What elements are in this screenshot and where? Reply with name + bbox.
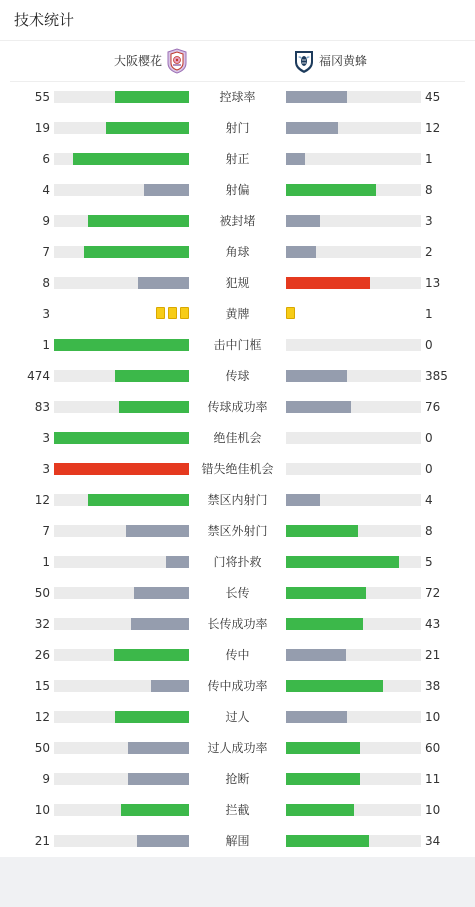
away-stat-value: 4 [425,493,433,507]
away-stat-value: 8 [425,183,433,197]
home-stat-value: 1 [42,338,50,352]
home-stat-value: 7 [42,524,50,538]
home-stat-bar-fill [134,587,189,599]
home-stat-bar-fill [128,742,189,754]
away-stat-value: 5 [425,555,433,569]
away-stat-bar [286,277,421,289]
away-stat-bar [286,494,421,506]
away-stat-bar-fill [286,525,358,537]
home-stat-value: 4 [42,183,50,197]
home-stat-bar [54,494,189,506]
away-stat-bar-fill [286,773,360,785]
home-stat-value: 3 [42,431,50,445]
home-stat-bar [54,153,189,165]
away-stat-bar-fill [286,153,305,165]
stat-label: 拦截 [225,803,250,817]
home-stat-bar-fill [128,773,189,785]
home-stat-value: 10 [34,803,50,817]
home-stat-value: 15 [34,679,50,693]
home-stat-bar [54,804,189,816]
home-stat-value: 474 [27,369,50,383]
home-stat-bar [54,618,189,630]
stat-label: 门将扑救 [213,555,262,569]
page-title: 技术统计 [14,11,75,29]
stat-label: 犯规 [225,276,250,290]
stat-label: 射门 [225,121,250,135]
away-stat-bar-fill [286,711,347,723]
away-stat-bar-fill [286,215,320,227]
away-stat-value: 1 [425,307,433,321]
home-stat-bar-fill [144,184,189,196]
away-stat-bar-fill [286,680,383,692]
home-stat-value: 32 [34,617,50,631]
away-stat-bar-fill [286,804,354,816]
home-stat-bar [54,91,189,103]
away-stat-value: 1 [425,152,433,166]
home-stat-value: 3 [42,462,50,476]
home-stat-bar-fill [137,835,189,847]
stat-row [0,639,475,670]
home-yellow-cards [156,307,189,320]
away-stat-bar [286,835,421,847]
stat-row [0,546,475,577]
away-stat-bar [286,711,421,723]
away-stat-bar [286,587,421,599]
home-stat-bar-fill [115,370,189,382]
home-stat-value: 12 [34,710,50,724]
home-stat-value: 7 [42,245,50,259]
stat-label: 黄牌 [225,307,250,321]
home-stat-bar [54,525,189,537]
away-stat-bar-fill [286,618,363,630]
home-stat-bar [54,184,189,196]
stat-row [0,298,475,329]
away-stat-bar-fill [286,277,370,289]
away-stat-bar-fill [286,401,351,413]
away-stat-bar [286,525,421,537]
home-stat-bar-fill [138,277,189,289]
home-stat-bar [54,277,189,289]
away-stat-value: 76 [425,400,441,414]
home-stat-bar [54,773,189,785]
home-team-name: 大阪樱花 [114,54,163,68]
home-stat-value: 12 [34,493,50,507]
home-stat-bar-fill [126,525,189,537]
yellow-card-icon [156,307,165,319]
home-stat-value: 50 [34,741,50,755]
away-stat-bar-fill [286,122,338,134]
home-stat-value: 55 [34,90,50,104]
away-stat-bar-fill [286,556,399,568]
away-stat-bar [286,649,421,661]
away-stat-bar [286,339,421,351]
stat-row [0,143,475,174]
away-stat-value: 385 [425,369,448,383]
stat-label: 禁区内射门 [207,493,268,507]
home-stat-bar-fill [84,246,189,258]
home-stat-value: 21 [34,834,50,848]
stat-label: 击中门框 [213,338,262,352]
home-stat-bar [54,215,189,227]
stat-row [0,360,475,391]
away-stat-value: 10 [425,710,441,724]
away-stat-bar [286,463,421,475]
yellow-card-icon [180,307,189,319]
yellow-card-icon [168,307,177,319]
away-stat-bar-fill [286,649,346,661]
stat-label: 抢断 [225,772,250,786]
home-stat-bar-fill [115,711,189,723]
away-stat-value: 13 [425,276,441,290]
away-stat-bar [286,215,421,227]
away-stat-value: 60 [425,741,441,755]
away-stat-value: 38 [425,679,441,693]
home-stat-value: 8 [42,276,50,290]
home-stat-bar [54,370,189,382]
home-stat-bar [54,742,189,754]
home-stat-value: 1 [42,555,50,569]
stat-row [0,670,475,701]
home-stat-bar [54,339,189,351]
stat-row [0,391,475,422]
home-stat-bar [54,711,189,723]
home-stat-bar [54,122,189,134]
stat-row [0,81,475,112]
stat-row [0,825,475,856]
stat-label: 长传 [225,586,250,600]
home-stat-bar-fill [166,556,189,568]
home-stat-value: 9 [42,772,50,786]
away-stat-bar [286,773,421,785]
home-stat-bar [54,835,189,847]
home-stat-bar [54,463,189,475]
home-stat-bar-fill [131,618,189,630]
stat-row [0,763,475,794]
stat-label: 禁区外射门 [207,524,268,538]
away-stat-bar [286,122,421,134]
stat-row [0,236,475,267]
stat-row [0,608,475,639]
stat-row [0,577,475,608]
stat-row [0,794,475,825]
away-stat-bar-fill [286,587,366,599]
away-stat-bar [286,246,421,258]
away-stat-value: 0 [425,431,433,445]
stat-row [0,205,475,236]
away-stat-value: 0 [425,338,433,352]
away-stat-bar-fill [286,835,369,847]
home-stat-bar-fill [54,432,189,444]
yellow-card-icon [286,307,295,319]
away-team[interactable] [292,48,367,74]
home-stat-value: 83 [34,400,50,414]
avispa-fukuoka-crest-icon [292,48,316,74]
home-stat-bar-fill [114,649,189,661]
stat-row [0,732,475,763]
home-stat-bar-fill [151,680,189,692]
stat-row [0,515,475,546]
stat-label: 错失绝佳机会 [201,462,274,476]
home-stat-bar [54,556,189,568]
away-stat-value: 0 [425,462,433,476]
home-stat-bar-fill [88,494,189,506]
home-team[interactable] [114,48,189,74]
away-stat-value: 21 [425,648,441,662]
home-stat-bar-fill [73,153,189,165]
home-stat-bar [54,649,189,661]
stat-label: 传中成功率 [207,679,268,693]
header-divider [0,40,475,41]
home-stat-value: 50 [34,586,50,600]
stat-label: 过人成功率 [207,741,268,755]
away-stat-bar [286,370,421,382]
away-stat-value: 2 [425,245,433,259]
home-stat-value: 26 [34,648,50,662]
stats-list [0,81,475,856]
away-stat-bar [286,556,421,568]
away-stat-value: 3 [425,214,433,228]
away-stat-value: 43 [425,617,441,631]
away-stat-bar-fill [286,370,347,382]
home-stat-bar-fill [54,463,189,475]
home-stat-bar-fill [88,215,189,227]
stat-row [0,329,475,360]
away-stat-value: 72 [425,586,441,600]
away-stat-bar [286,184,421,196]
away-stat-bar [286,401,421,413]
home-stat-bar-fill [115,91,189,103]
stat-label: 控球率 [219,90,256,104]
stat-row [0,174,475,205]
away-stat-bar-fill [286,184,376,196]
home-stat-value: 3 [42,307,50,321]
home-stat-bar-fill [54,339,189,351]
stat-label: 传球 [225,369,250,383]
stat-label: 过人 [225,710,250,724]
stat-label: 角球 [225,245,250,259]
stat-label: 长传成功率 [207,617,268,631]
away-stat-bar [286,153,421,165]
away-stat-value: 45 [425,90,441,104]
away-stat-value: 8 [425,524,433,538]
stat-row [0,453,475,484]
away-team-name: 福冈黄蜂 [319,54,368,68]
stat-label: 传球成功率 [207,400,268,414]
stat-label: 传中 [225,648,250,662]
home-stat-value: 19 [34,121,50,135]
home-stat-value: 6 [42,152,50,166]
stat-row [0,484,475,515]
away-stat-bar [286,680,421,692]
away-stat-bar-fill [286,494,320,506]
away-stat-bar-fill [286,246,316,258]
cerezo-osaka-crest-icon [165,48,189,74]
stat-label: 绝佳机会 [213,431,262,445]
away-stat-value: 10 [425,803,441,817]
home-stat-bar [54,587,189,599]
away-stat-bar-fill [286,742,360,754]
away-stat-bar [286,742,421,754]
stat-row [0,267,475,298]
home-stat-bar-fill [106,122,189,134]
away-stat-bar [286,618,421,630]
away-stat-value: 12 [425,121,441,135]
home-stat-bar [54,680,189,692]
away-stat-bar-fill [286,91,347,103]
home-stat-bar [54,246,189,258]
home-stat-bar [54,401,189,413]
away-stat-value: 34 [425,834,441,848]
away-stat-bar [286,91,421,103]
stat-row [0,112,475,143]
away-yellow-cards [286,307,295,320]
away-stat-value: 11 [425,772,441,786]
home-stat-bar [54,432,189,444]
home-stat-value: 9 [42,214,50,228]
stat-label: 射正 [225,152,250,166]
away-stat-bar [286,432,421,444]
home-stat-bar-fill [121,804,189,816]
home-stat-bar-fill [119,401,189,413]
away-stat-bar [286,804,421,816]
stat-row [0,701,475,732]
stat-label: 解围 [225,834,250,848]
stat-label: 被封堵 [219,214,256,228]
stat-label: 射偏 [225,183,250,197]
stat-row [0,422,475,453]
